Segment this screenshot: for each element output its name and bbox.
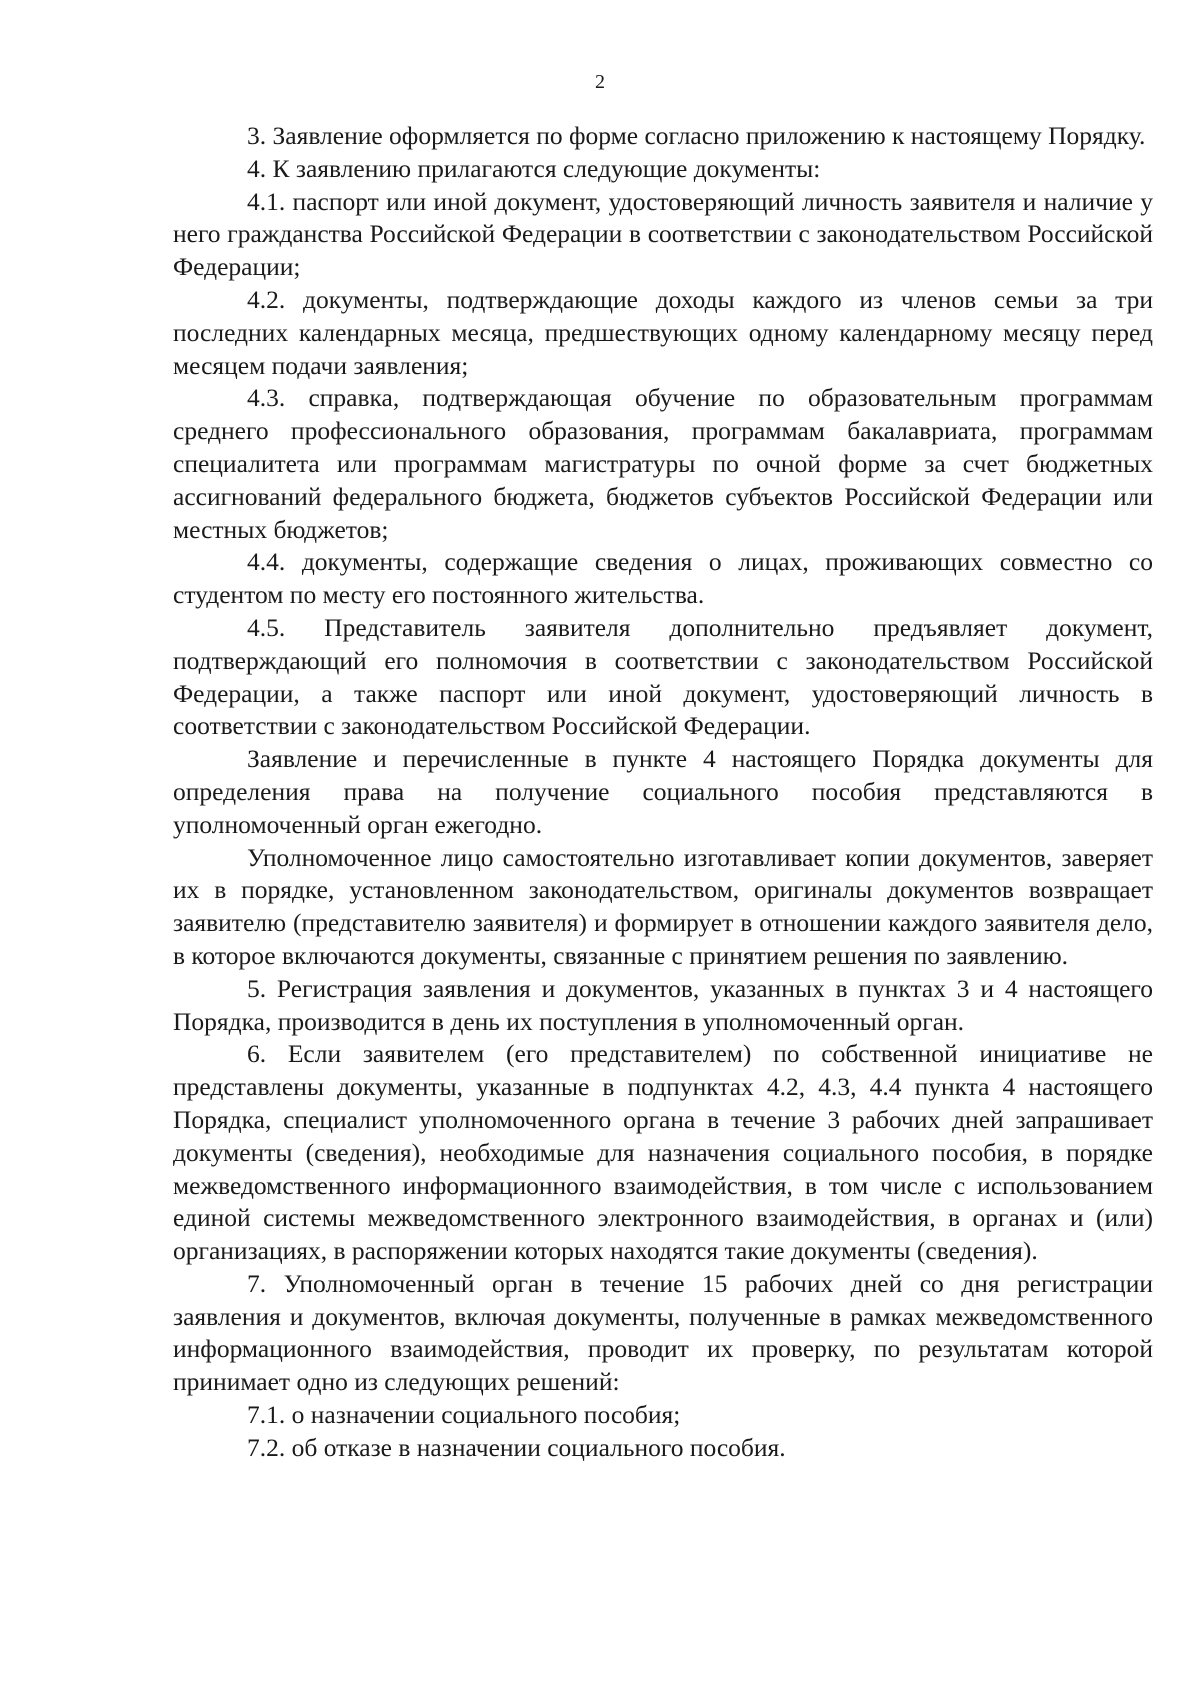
- paragraph-6: 6. Если заявителем (его представителем) по собственной инициативе не представлены документы, указанные в подпунктах 4.2, 4.3, 4.4 пункта 4 настоящего Порядка, специалист уполномоченного органа в течение 3 рабочих дней запрашивает документы (сведения), необходимые для назначения социального пособия, в порядке межведомственного информационного взаимодействия, в том числе с использованием единой системы межведомственного электронного взаимодействия, в органах и (или) организациях, в распоряжении которых находятся такие документы (сведения).: [173, 1039, 1153, 1266]
- paragraph-4-2: 4.2. документы, подтверждающие доходы каждого из членов семьи за три последних календарных месяца, предшествующих одному календарному месяцу перед месяцем подачи заявления;: [173, 284, 1153, 380]
- paragraph-5: 5. Регистрация заявления и документов, указанных в пунктах 3 и 4 настоящего Порядка, производится в день их поступления в уполномоченный орган.: [173, 973, 1153, 1036]
- paragraph-4-5: 4.5. Представитель заявителя дополнительно предъявляет документ, подтверждающий его полномочия в соответствии с законодательством Российской Федерации, а также паспорт или иной документ, удостоверяющий личность в соответствии с законодательством Российской Федерации.: [173, 612, 1153, 741]
- paragraph-7-2: 7.2. об отказе в назначении социального пособия.: [247, 1432, 786, 1462]
- paragraph-annual-submission: Заявление и перечисленные в пункте 4 настоящего Порядка документы для определения права на получение социального пособия представляются в уполномоченный орган ежегодно.: [173, 744, 1153, 839]
- paragraph-document-copies: Уполномоченное лицо самостоятельно изготавливает копии документов, заверяет их в порядке, установленном законодательством, оригиналы документов возвращает заявителю (представителю заявителя) и формирует в отношении каждого заявителя дело, в которое включаются документы, связанные с принятием решения по заявлению.: [173, 842, 1153, 970]
- paragraph-4-3: 4.3. справка, подтверждающая обучение по образовательным программам среднего профессионального образования, программам бакалавриата, программам специалитета или программам магистратуры по очной форме за счет бюджетных ассигнований федерального бюджета, бюджетов субъектов Российской Федерации или местных бюджетов;: [173, 383, 1153, 544]
- paragraph-4-1: 4.1. паспорт или иной документ, удостоверяющий личность заявителя и наличие у него гражданства Российской Федерации в соответствии с законодательством Российской Федерации;: [173, 186, 1153, 282]
- paragraph-7-1: 7.1. о назначении социального пособия;: [247, 1400, 681, 1430]
- paragraph-7: 7. Уполномоченный орган в течение 15 рабочих дней со дня регистрации заявления и документов, включая документы, полученные в рамках межведомственного информационного взаимодействия, проводит их проверку, по результатам которой принимает одно из следующих решений:: [173, 1268, 1153, 1397]
- paragraph-3: 3. Заявление оформляется по форме согласно приложению к настоящему Порядку.: [247, 121, 1146, 150]
- document-body: [173, 120, 1153, 1465]
- paragraph-4-4: 4.4. документы, содержащие сведения о лицах, проживающих совместно со студентом по месту его постоянного жительства.: [173, 547, 1153, 610]
- page-number: 2: [595, 71, 605, 93]
- paragraph-4: 4. К заявлению прилагаются следующие документы:: [247, 153, 821, 183]
